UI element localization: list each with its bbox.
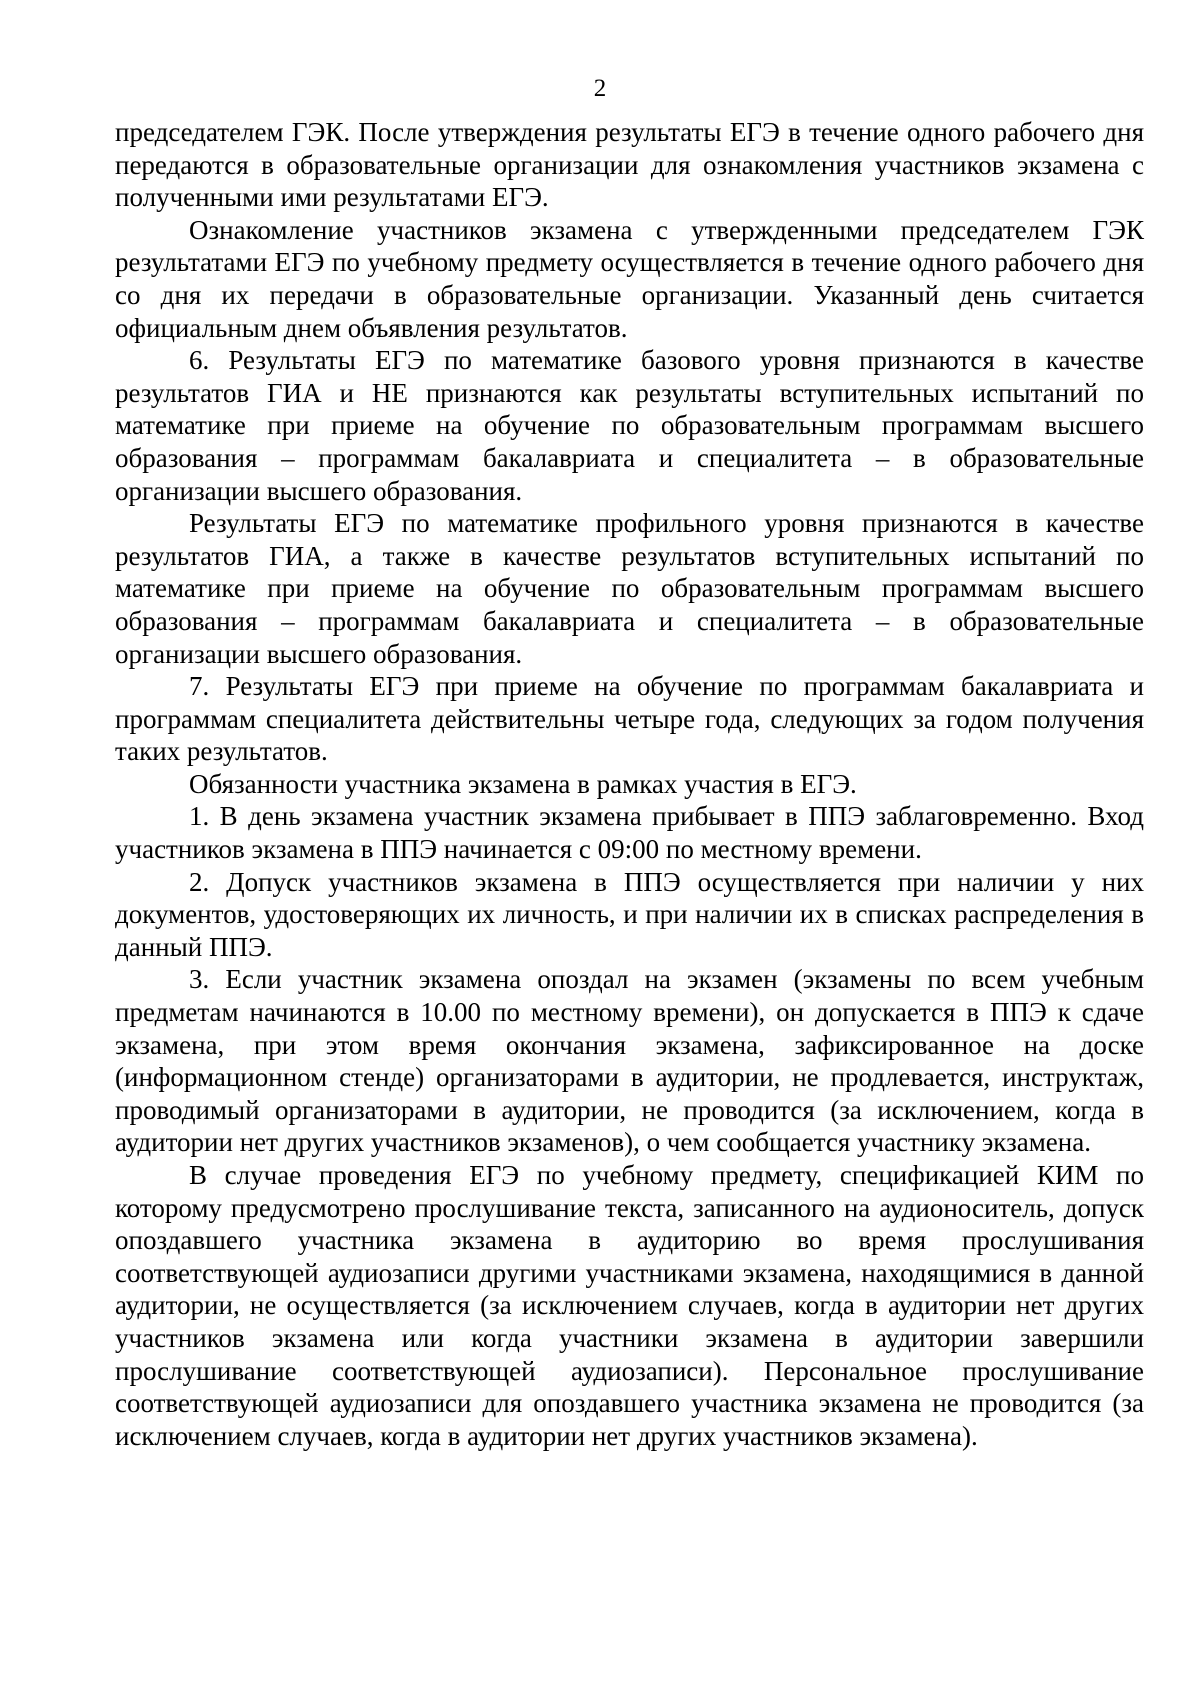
paragraph-duty-3-late-arrival: 3. Если участник экзамена опоздал на экзамен (экзамены по всем учебным предметам начинаются в 10.00 по местному времени), он допускается в ППЭ к сдаче экзамена, при этом время окончания экзамена, зафиксированное на доске (информационном стенде) организаторами в аудитории, не продлевается, инструктаж, проводимый организаторами в аудитории, не проводится (за исключением, когда в аудитории нет других участников экзаменов), о чем сообщается участнику экзамена. <box>115 964 1144 1158</box>
paragraph-duty-2-admission: 2. Допуск участников экзамена в ППЭ осуществляется при наличии у них документов, удостоверяющих их личность, и при наличии их в списках распределения в данный ППЭ. <box>115 866 1144 962</box>
paragraph-audio-listening: В случае проведения ЕГЭ по учебному предмету, спецификацией КИМ по которому предусмотрено прослушивание текста, записанного на аудионоситель, допуск опоздавшего участника экзамена в аудиторию во время прослушивания соответствующей аудиозаписи другими участниками экзамена, находящимися в данной аудитории, не осуществляется (за исключением случаев, когда в аудитории нет других участников экзамена или когда участники экзамена в аудитории завершили прослушивание соответствующей аудиозаписи). Персональное прослушивание соответствующей аудиозаписи для опоздавшего участника экзамена не проводится (за исключением случаев, когда в аудитории нет других участников экзамена). <box>115 1160 1144 1451</box>
document-body <box>115 116 1144 1452</box>
paragraph-profile-math: Результаты ЕГЭ по математике профильного уровня признаются в качестве результатов ГИА, а также в качестве результатов вступительных испытаний по математике при приеме на обучение по образовательным программам высшего образования – программам бакалавриата и специалитета – в образовательные организации высшего образования. <box>115 508 1144 669</box>
paragraph-item-6-basic-math: 6. Результаты ЕГЭ по математике базового уровня признаются в качестве результатов ГИА и НЕ признаются как результаты вступительных испытаний по математике при приеме на обучение по образовательным программам высшего образования – программам бакалавриата и специалитета – в образовательные организации высшего образования. <box>115 345 1144 506</box>
page-number: 2 <box>593 75 607 102</box>
paragraph-participant-duties-heading: Обязанности участника экзамена в рамках участия в ЕГЭ. <box>189 768 857 799</box>
paragraph-continuation: председателем ГЭК. После утверждения результаты ЕГЭ в течение одного рабочего дня передаются в образовательные организации для ознакомления участников экзамена с полученными ими результатами ЕГЭ. <box>115 117 1144 213</box>
paragraph-item-7-validity: 7. Результаты ЕГЭ при приеме на обучение по программам бакалавриата и программам специалитета действительны четыре года, следующих за годом получения таких результатов. <box>115 671 1144 767</box>
paragraph-results-review: Ознакомление участников экзамена с утвержденными председателем ГЭК результатами ЕГЭ по учебному предмету осуществляется в течение одного рабочего дня со дня их передачи в образовательные организации. Указанный день считается официальным днем объявления результатов. <box>115 214 1144 343</box>
paragraph-duty-1-arrival: 1. В день экзамена участник экзамена прибывает в ППЭ заблаговременно. Вход участников экзамена в ППЭ начинается с 09:00 по местному времени. <box>115 801 1144 865</box>
